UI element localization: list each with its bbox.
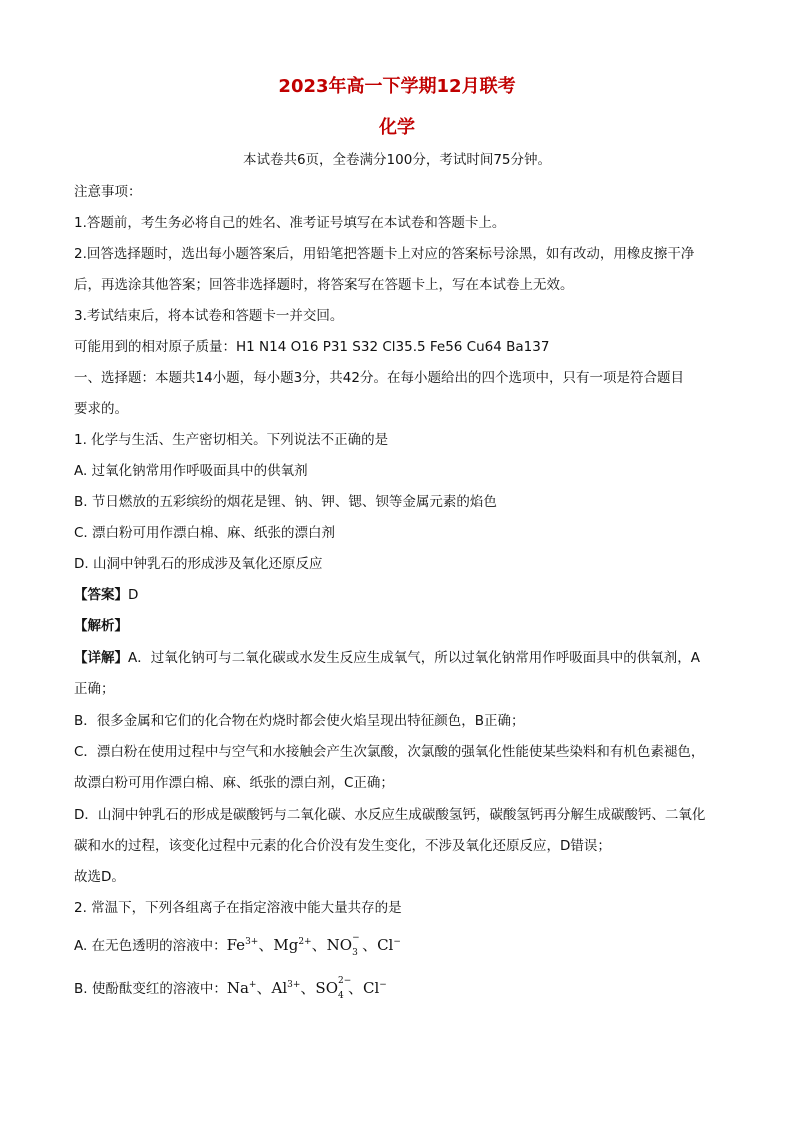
detail-line-6: D．山洞中钟乳石的形成是碳酸钙与二氧化碳、水反应生成碳酸氢钙，碳酸氢钙再分解生成碳酸钙、二氧化 — [74, 807, 706, 823]
ion-fe: Fe — [226, 936, 246, 954]
detail-line-7: 碳和水的过程，该变化过程中元素的化合价没有发生变化，不涉及氧化还原反应，D错误； — [74, 838, 611, 854]
q2-option-b-ions — [226, 976, 387, 1001]
ion-fe-charge: 3+ — [245, 937, 259, 947]
separator: 、 — [348, 979, 364, 997]
ion-al: Al — [271, 979, 288, 997]
ion-no3: NO — [326, 936, 353, 954]
ion-al-charge: 3+ — [287, 980, 301, 990]
q1-option-b: B. 节日燃放的五彩缤纷的烟花是锂、钠、钾、锶、钡等金属元素的焰色 — [74, 494, 497, 510]
separator: 、 — [311, 936, 327, 954]
ion-mg-charge: 2+ — [298, 937, 312, 947]
detail-tag: 【详解】 — [74, 650, 128, 666]
q2-option-a-prefix: A. 在无色透明的溶液中： — [74, 938, 227, 954]
q2-option-b-prefix: B. 使酚酞变红的溶液中： — [74, 981, 227, 997]
ion-cl-b: Cl — [363, 979, 380, 997]
ion-mg: Mg — [273, 936, 299, 954]
detail-line-4: C．漂白粉在使用过程中与空气和水接触会产生次氯酸，次氯酸的强氧化性能使某些染料和有机色素褪色， — [74, 744, 705, 760]
ion-no3-subscript: 3 — [352, 948, 358, 958]
exam-info: 本试卷共6页，全卷满分100分，考试时间75分钟。 — [242, 152, 552, 168]
separator: 、 — [258, 936, 274, 954]
section-heading: 一、选择题：本题共14小题，每小题3分，共42分。在每小题给出的四个选项中，只有一项是符合题目 — [74, 370, 684, 386]
q2-option-b — [74, 978, 722, 1000]
ion-no3-script — [352, 935, 362, 957]
ion-so4-charge: 2− — [338, 976, 352, 986]
detail-line-3: B．很多金属和它们的化合物在灼烧时都会使火焰呈现出特征颜色，B正确； — [74, 713, 525, 729]
exam-title: 2023年高一下学期12月联考 — [278, 76, 516, 97]
q2-option-a-ions — [226, 933, 401, 958]
separator: 、 — [362, 936, 378, 954]
ion-so4: SO — [315, 979, 338, 997]
analysis-tag: 【解析】 — [74, 618, 128, 634]
atomic-mass-line: 可能用到的相对原子质量：H1 N14 O16 P31 S32 Cl35.5 Fe56 Cu64 Ba137 — [74, 339, 550, 355]
separator: 、 — [256, 979, 272, 997]
detail-line-8: 故选D。 — [74, 869, 125, 885]
ion-na: Na — [226, 979, 249, 997]
q1-answer — [74, 585, 722, 605]
note-item-3: 3.考试结束后，将本试卷和答题卡一并交回。 — [74, 308, 344, 324]
detail-text-1: A．过氧化钠可与二氧化碳或水发生反应生成氧气，所以过氧化钠常用作呼吸面具中的供氧剂，A — [128, 650, 700, 666]
ion-cl-charge: − — [393, 937, 401, 947]
note-item-1: 1.答题前，考生务必将自己的姓名、准考证号填写在本试卷和答题卡上。 — [74, 215, 506, 231]
detail-line-1 — [74, 648, 722, 668]
ion-cl-b-charge: − — [379, 980, 387, 990]
subject-title: 化学 — [379, 117, 415, 138]
q1-option-c: C. 漂白粉可用作漂白棉、麻、纸张的漂白剂 — [74, 525, 336, 541]
note-item-2-cont: 后，再选涂其他答案；回答非选择题时，将答案写在答题卡上，写在本试卷上无效。 — [74, 277, 574, 293]
q1-stem: 1. 化学与生活、生产密切相关。下列说法不正确的是 — [74, 432, 389, 448]
q2-option-a — [74, 935, 722, 957]
ion-so4-subscript: 4 — [338, 991, 344, 1001]
ion-no3-charge: − — [352, 933, 360, 943]
note-item-2: 2.回答选择题时，选出每小题答案后，用铅笔把答题卡上对应的答案标号涂黑，如有改动，用橡皮擦干净 — [74, 246, 695, 262]
ion-so4-script — [338, 976, 352, 1001]
separator: 、 — [300, 979, 316, 997]
ion-cl: Cl — [377, 936, 394, 954]
answer-value: D — [128, 587, 139, 603]
section-heading-cont: 要求的。 — [74, 401, 128, 417]
notes-heading: 注意事项： — [74, 184, 142, 200]
q1-option-d: D. 山洞中钟乳石的形成涉及氧化还原反应 — [74, 556, 323, 572]
q2-stem: 2. 常温下，下列各组离子在指定溶液中能大量共存的是 — [74, 900, 402, 916]
q1-option-a: A. 过氧化钠常用作呼吸面具中的供氧剂 — [74, 463, 308, 479]
ion-na-charge: + — [248, 980, 257, 990]
detail-line-5: 故漂白粉可用作漂白棉、麻、纸张的漂白剂，C正确； — [74, 775, 394, 791]
answer-tag: 【答案】 — [74, 587, 128, 603]
detail-line-2: 正确； — [74, 681, 115, 697]
